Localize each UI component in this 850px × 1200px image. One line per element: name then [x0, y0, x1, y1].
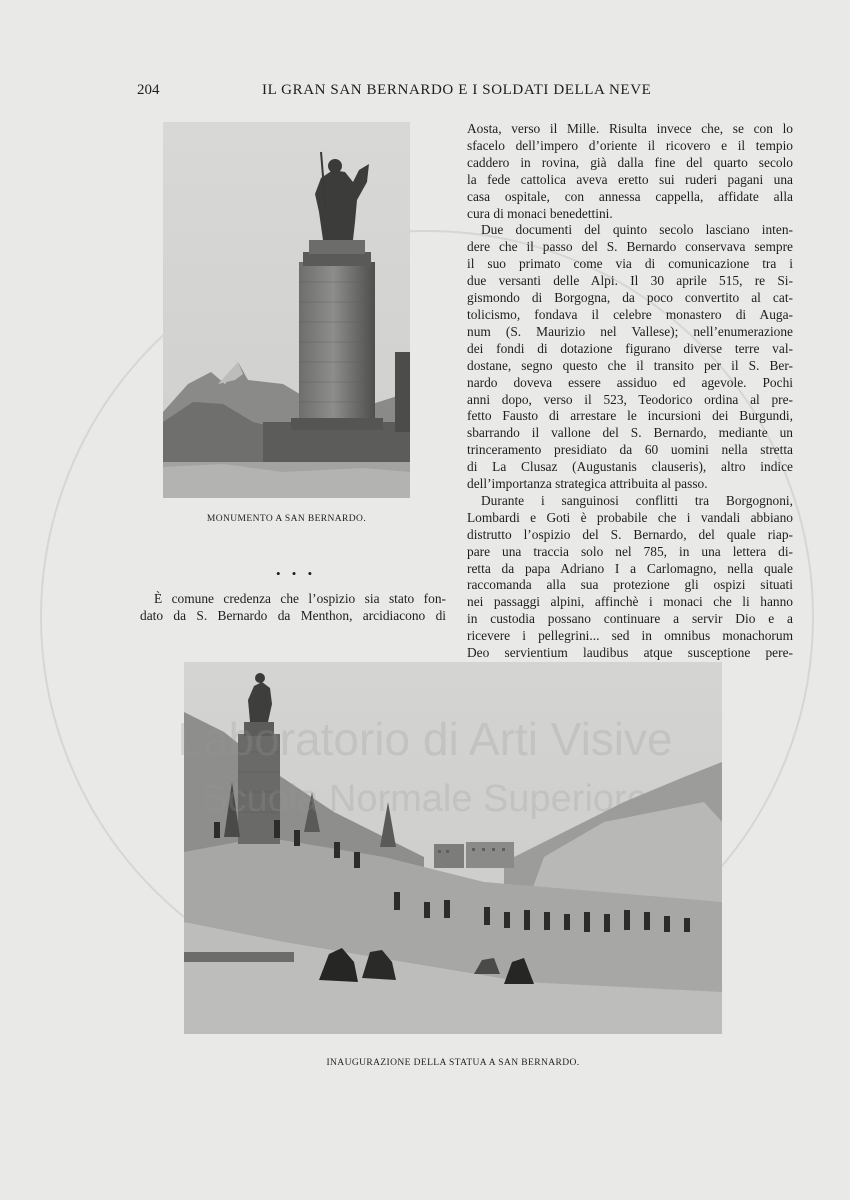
inauguration-photo — [184, 662, 722, 1034]
monument-photo — [163, 122, 410, 498]
text-line: dei fondi di dotazione figurano diverse terre val- — [467, 340, 793, 356]
inauguration-caption: INAUGURAZIONE DELLA STATUA A SAN BERNARDO. — [326, 1058, 580, 1068]
text-line: trinceramento presidiato da 60 uomini nella stretta — [467, 442, 793, 458]
text-line: gismondo di Borgogna, da poco convertito al cat- — [467, 290, 793, 306]
text-line: sfacelo dell’impero d’oriente il ricovero e il tempio — [467, 137, 793, 153]
running-title: IL GRAN SAN BERNARDO E I SOLDATI DELLA NEVE — [262, 82, 652, 98]
text-line: nei passaggi alpini, affinchè i monaci che li hanno — [467, 594, 793, 610]
text-line: dato da S. Bernardo da Menthon, arcidiacono di — [140, 607, 446, 623]
left-column-text — [140, 591, 446, 625]
text-line: Due documenti del quinto secolo lasciano inten- — [481, 222, 793, 238]
text-line: distrutto l’ospizio del S. Bernardo, del quale riap- — [467, 526, 793, 542]
text-line: dell’importanza strategica attribuita al passo. — [467, 476, 708, 492]
watermark-text: Laboratorio di Arti Visive — [177, 713, 673, 765]
text-line: Durante i sanguinosi conflitti tra Borgognoni, — [481, 492, 793, 508]
watermark-text: Scuola Normale Superiore — [202, 778, 648, 820]
text-line: pare una traccia solo nel 785, in una lettera di- — [467, 543, 793, 559]
text-line: dostane, segno questo che il transito per il S. Ber- — [467, 357, 793, 373]
text-line: casa ospitale, con annessa cappella, affidate alla — [467, 188, 793, 204]
section-separator: • • • — [276, 566, 317, 581]
text-line: nardo doveva essere assiduo ed agevole. Pochi — [467, 374, 793, 390]
text-line: Aosta, verso il Mille. Risulta invece che, se con lo — [467, 121, 793, 136]
inauguration-photo-illustration — [184, 662, 722, 1034]
text-line: la fede cattolica aveva eretto sui ruderi pagani una — [467, 171, 793, 187]
text-line: raccomanda alla sua protezione gli ospizi situati — [467, 577, 793, 593]
monument-photo-illustration — [163, 122, 410, 498]
text-line: retta da papa Adriano I a Carlomagno, nella quale — [467, 560, 793, 576]
text-line: sbarrando il vallone del S. Bernardo, mediante un — [467, 425, 793, 441]
text-line: Lombardi e Goti è probabile che i vandali abbiano — [467, 509, 793, 525]
text-line: di La Clusaz (Augustanis clauseris), altro indice — [467, 459, 793, 475]
text-line: num (S. Maurizio nel Vallese); nell’enumerazione — [467, 323, 793, 339]
monument-caption: MONUMENTO A SAN BERNARDO. — [206, 514, 367, 524]
text-line: tolicismo, fondava il celebre monastero di Auga- — [467, 306, 793, 322]
text-line: caddero in rovina, già dalla fine del quarto secolo — [467, 154, 793, 170]
text-line: dere che il passo del S. Bernardo conservava sempre — [467, 239, 793, 255]
text-line: ricevere i pellegrini... sed in omnibus monachorum — [467, 628, 793, 644]
text-line: due versanti delle Alpi. Il 30 aprile 515, re Si- — [467, 273, 793, 289]
page-number: 204 — [137, 82, 160, 98]
text-line: È comune credenza che l’ospizio sia stato fon- — [154, 591, 446, 606]
right-column-text — [467, 121, 793, 679]
text-line: Deo servientium laudibus atque susceptione pere- — [467, 645, 793, 661]
text-line: in custodia possano continuare a servir Dio e a — [467, 611, 793, 627]
text-line: fetto Fausto di arrestare le incursioni dei Burgundi, — [467, 408, 793, 424]
text-line: cura di monaci benedettini. — [467, 205, 613, 221]
text-line: il suo primato come via di comunicazione tra i — [467, 256, 793, 272]
text-line: anni dopo, verso il 523, Teodorico ordina al pre- — [467, 391, 793, 407]
